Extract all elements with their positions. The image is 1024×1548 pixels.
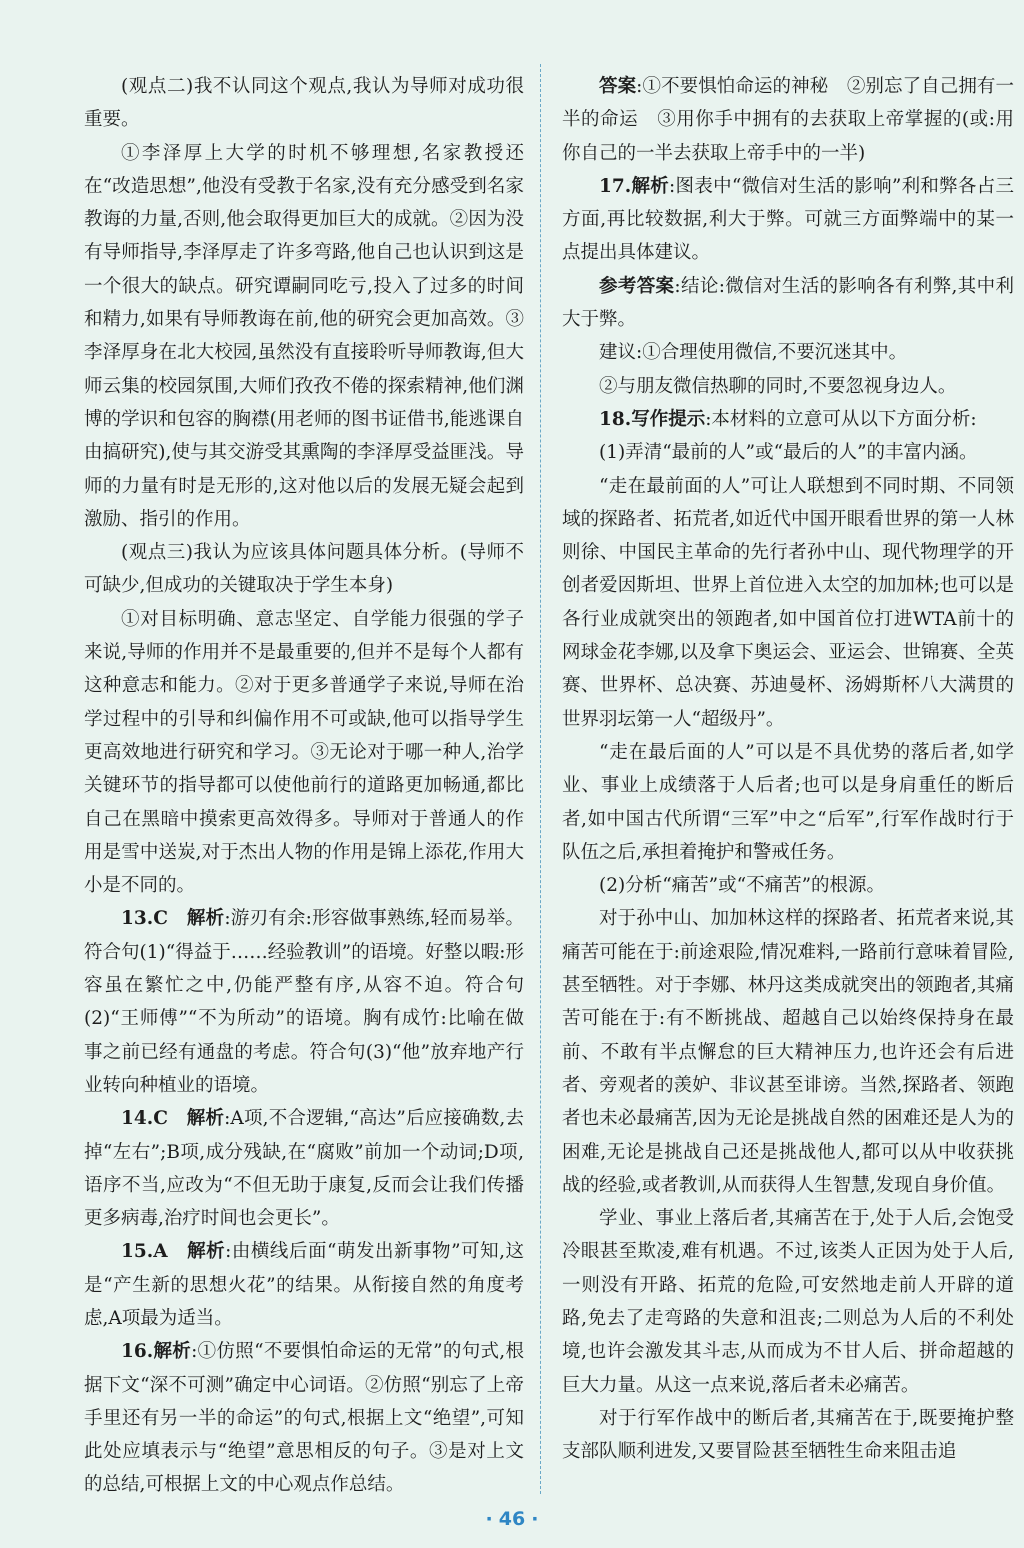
page-number: · 46 · [485, 1508, 539, 1530]
paragraph: (2)分析“痛苦”或“不痛苦”的根源。 [599, 875, 886, 897]
question-16-explanation: 16.解析:①仿照“不要惧怕命运的无常”的句式,根据下文“深不可测”确定中心词语。②仿照“别忘了上帝手里还有另一半的命运”的句式,根据上文“绝望”,可知此处应填表示与“绝望”意思相反的句子。③是对上文的总结,可根据上文的中心观点作总结。 [84, 1341, 524, 1496]
paragraph: (观点二)我不认同这个观点,我认为导师对成功很重要。 [84, 76, 524, 131]
question-14-explanation: 14.C 解析:A项,不合逻辑,“高达”后应接确数,去掉“左右”;B项,成分残缺,在“腐败”前加一个动词;D项,语序不当,应改为“不但无助于康复,反而会让我们传播更多病毒,治疗时间也会更长”。 [84, 1108, 524, 1230]
question-17-answer: 参考答案:结论:微信对生活的影响各有利弊,其中利大于弊。 [562, 275, 1014, 331]
question-13-explanation: 13.C 解析:游刃有余:形容做事熟练,轻而易举。符合句(1)“得益于……经验教训”的语境。好整以暇:形容虽在繁忙之中,仍能严整有序,从容不迫。符合句(2)“王师傅”“不为所动”的语境。胸有成竹:比喻在做事之前已经有通盘的考虑。符合句(3)“他”放弃地产行业转向种植业的语境。 [84, 908, 524, 1096]
question-16-answer: 答案:①不要惧怕命运的神秘 ②别忘了自己拥有一半的命运 ③用你手中拥有的去获取上帝掌握的(或:用你自己的一半去获取上帝手中的一半) [562, 76, 1014, 164]
paragraph: (1)弄清“最前的人”或“最后的人”的丰富内涵。 [599, 442, 978, 464]
column-divider [540, 64, 541, 1494]
paragraph: ①李泽厚上大学的时机不够理想,名家教授还在“改造思想”,他没有受教于名家,没有充分感受到名家教诲的力量,否则,他会取得更加巨大的成就。②因为没有导师指导,李泽厚走了许多弯路,他自己也认识到这是一个很大的缺点。研究谭嗣同吃亏,投入了过多的时间和精力,如果有导师教诲在前,他的研究会更加高效。③李泽厚身在北大校园,虽然没有直接聆听导师教诲,但大师云集的校园氛围,大师们孜孜不倦的探索精神,他们渊博的学识和包容的胸襟(用老师的图书证借书,能逃课自由搞研究),使与其交游受其熏陶的李泽厚受益匪浅。导师的力量有时是无形的,这对他以后的发展无疑会起到激励、指引的作用。 [84, 142, 524, 530]
left-column [84, 70, 524, 1502]
paragraph: “走在最后面的人”可以是不具优势的落后者,如学业、事业上成绩落于人后者;也可以是身肩重任的断后者,如中国古代所谓“三军”中之“后军”,行军作战时行于队伍之后,承担着掩护和警戒任务。 [562, 741, 1014, 863]
paragraph: 学业、事业上落后者,其痛苦在于,处于人后,会饱受冷眼甚至欺凌,难有机遇。不过,该类人正因为处于人后,一则没有开路、拓荒的危险,可安然地走前人开辟的道路,免去了走弯路的失意和沮丧;二则总为人后的不利处境,也许会激发其斗志,从而成为不甘人后、拼命超越的巨大力量。从这一点来说,落后者未必痛苦。 [562, 1208, 1014, 1396]
question-15-explanation: 15.A 解析:由横线后面“萌发出新事物”可知,这是“产生新的思想火花”的结果。从衔接自然的角度考虑,A项最为适当。 [84, 1241, 524, 1329]
paragraph: ①对目标明确、意志坚定、自学能力很强的学子来说,导师的作用并不是最重要的,但并不是每个人都有这种意志和能力。②对于更多普通学子来说,导师在治学过程中的引导和纠偏作用不可或缺,他可以指导学生更高效地进行研究和学习。③无论对于哪一种人,治学关键环节的指导都可以使他前行的道路更加畅通,都比自己在黑暗中摸索更高效得多。导师对于普通人的作用是雪中送炭,对于杰出人物的作用是锦上添花,作用大小是不同的。 [84, 608, 524, 897]
paragraph: 对于行军作战中的断后者,其痛苦在于,既要掩护整支部队顺利进发,又要冒险甚至牺牲生命来阻击追 [562, 1407, 1014, 1463]
right-column [562, 70, 1014, 1468]
paragraph: (观点三)我认为应该具体问题具体分析。(导师不可缺少,但成功的关键取决于学生本身) [84, 542, 524, 597]
question-17-explanation: 17.解析:图表中“微信对生活的影响”利和弊各占三方面,再比较数据,利大于弊。可就三方面弊端中的某一点提出具体建议。 [562, 175, 1014, 264]
paragraph: ②与朋友微信热聊的同时,不要忽视身边人。 [599, 375, 957, 397]
paragraph: 建议:①合理使用微信,不要沉迷其中。 [599, 342, 908, 364]
paragraph: “走在最前面的人”可让人联想到不同时期、不同领域的探路者、拓荒者,如近代中国开眼看世界的第一人林则徐、中国民主革命的先行者孙中山、现代物理学的开创者爱因斯坦、世界上首位进入太空的加加林;也可以是各行业成就突出的领跑者,如中国首位打进WTA前十的网球金花李娜,以及拿下奥运会、亚运会、世锦赛、全英赛、世界杯、总决赛、苏迪曼杯、汤姆斯杯八大满贯的世界羽坛第一人“超级丹”。 [562, 475, 1014, 730]
paragraph: 对于孙中山、加加林这样的探路者、拓荒者来说,其痛苦可能在于:前途艰险,情况难料,一路前行意味着冒险,甚至牺牲。对于李娜、林丹这类成就突出的领跑者,其痛苦可能在于:有不断挑战、超越自己以始终保持身在最前、不敢有半点懈怠的巨大精神压力,也许还会有后进者、旁观者的羡妒、非议甚至诽谤。当然,探路者、领跑者也未必最痛苦,因为无论是挑战自然的困难还是人为的困难,无论是挑战自己还是挑战他人,都可以从中收获挑战的经验,或者教训,从而获得人生智慧,发现自身价值。 [562, 908, 1014, 1196]
question-18-tips: 18.写作提示:本材料的立意可从以下方面分析: [599, 408, 977, 430]
